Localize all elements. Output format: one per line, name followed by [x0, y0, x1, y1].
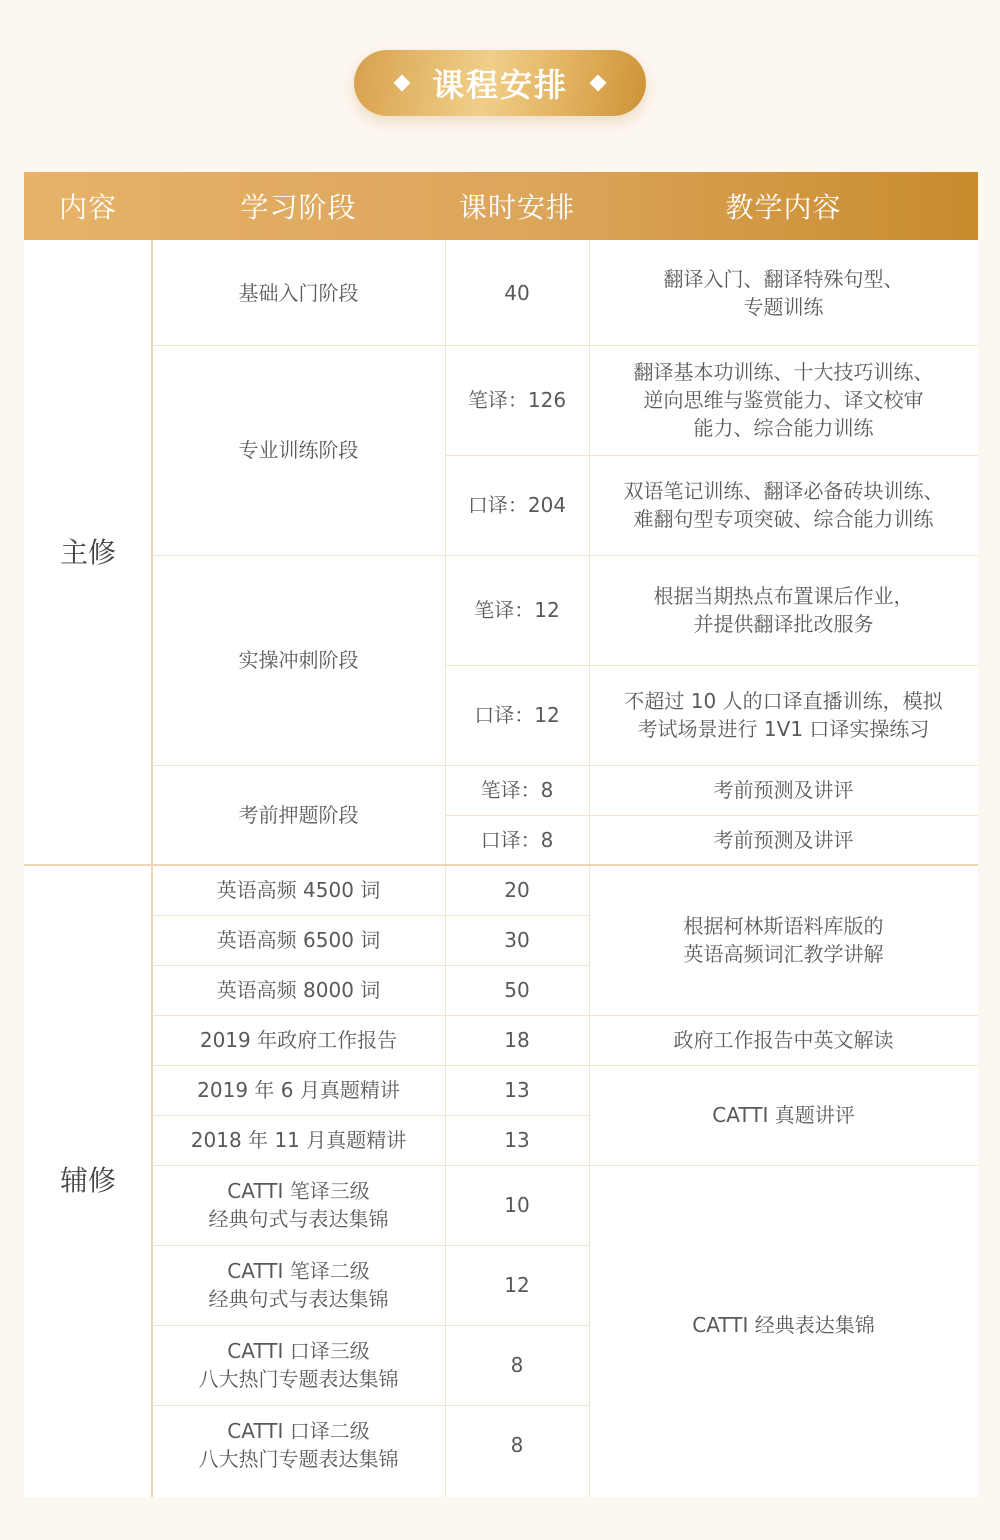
header-teaching-content: 教学内容	[725, 191, 842, 224]
hours-cell: 20	[504, 878, 530, 902]
hours-cell: 13	[504, 1078, 530, 1102]
hours-cell: 12	[504, 1273, 530, 1297]
hours-cell: 8	[510, 1433, 524, 1457]
hours-cell: 50	[504, 978, 530, 1002]
stage-cell: 2019 年 6 月真题精讲	[197, 1078, 400, 1102]
section-title-pill	[354, 50, 646, 116]
content-cell: 双语笔记训练、翻译必备砖块训练、 难翻句型专项突破、综合能力训练	[623, 479, 944, 531]
content-cell: 考前预测及讲评	[713, 828, 854, 852]
hours-cell: 40	[504, 280, 530, 305]
section-label-main: 主修	[59, 535, 116, 569]
stage-cell: 基础入门阶段	[238, 280, 359, 305]
content-cell: 根据柯林斯语料库版的 英语高频词汇教学讲解	[683, 914, 884, 966]
hours-cell: 笔译：8	[480, 778, 554, 802]
content-cell: 翻译基本功训练、十大技巧训练、 逆向思维与鉴赏能力、译文校审 能力、综合能力训练	[633, 360, 934, 440]
content-cell: CATTI 经典表达集锦	[692, 1313, 875, 1337]
hours-cell: 口译：8	[480, 828, 554, 852]
section-label-aux: 辅修	[59, 1164, 116, 1197]
stage-cell: 英语高频 4500 词	[216, 878, 381, 902]
header-hours: 课时安排	[458, 191, 575, 224]
content-cell: 考前预测及讲评	[713, 778, 854, 802]
stage-cell: 实操冲刺阶段	[238, 648, 359, 672]
diamond-icon-left	[393, 75, 410, 92]
stage-cell: CATTI 口译三级 八大热门专题表达集锦	[198, 1339, 399, 1391]
stage-cell: 2018 年 11 月真题精讲	[190, 1128, 407, 1152]
hours-cell: 8	[510, 1353, 524, 1377]
content-cell: 不超过 10 人的口译直播训练，模拟 考试场景进行 1V1 口译实操练习	[624, 689, 943, 741]
hours-cell: 18	[504, 1028, 530, 1052]
stage-cell: 英语高频 6500 词	[216, 928, 381, 952]
content-cell: 翻译入门、翻译特殊句型、 专题训练	[663, 266, 904, 319]
course-table	[24, 172, 978, 1497]
hours-cell: 30	[504, 928, 530, 952]
stage-cell: CATTI 笔译二级 经典句式与表达集锦	[208, 1259, 389, 1311]
content-cell: 政府工作报告中英文解读	[673, 1028, 894, 1052]
stage-cell: 考前押题阶段	[238, 803, 359, 827]
content-cell: CATTI 真题讲评	[712, 1103, 855, 1127]
stage-cell: 英语高频 8000 词	[216, 978, 381, 1002]
hours-cell: 笔译：126	[467, 388, 567, 412]
table-header	[24, 172, 978, 240]
stage-cell: 2019 年政府工作报告	[199, 1028, 398, 1052]
section-title: 课程安排	[431, 66, 568, 104]
stage-cell: CATTI 口译二级 八大热门专题表达集锦	[198, 1419, 399, 1471]
hours-cell: 10	[504, 1193, 530, 1217]
stage-cell: CATTI 笔译三级 经典句式与表达集锦	[208, 1179, 389, 1231]
hours-cell: 笔译：12	[474, 598, 560, 622]
hours-cell: 口译：204	[467, 493, 567, 517]
header-content-type: 内容	[58, 191, 117, 224]
hours-cell: 口译：12	[474, 703, 560, 727]
hours-cell: 13	[504, 1128, 530, 1152]
content-cell: 根据当期热点布置课后作业， 并提供翻译批改服务	[653, 584, 914, 636]
stage-cell: 专业训练阶段	[238, 438, 359, 462]
header-stage: 学习阶段	[240, 191, 357, 224]
diamond-icon-right	[590, 75, 607, 92]
